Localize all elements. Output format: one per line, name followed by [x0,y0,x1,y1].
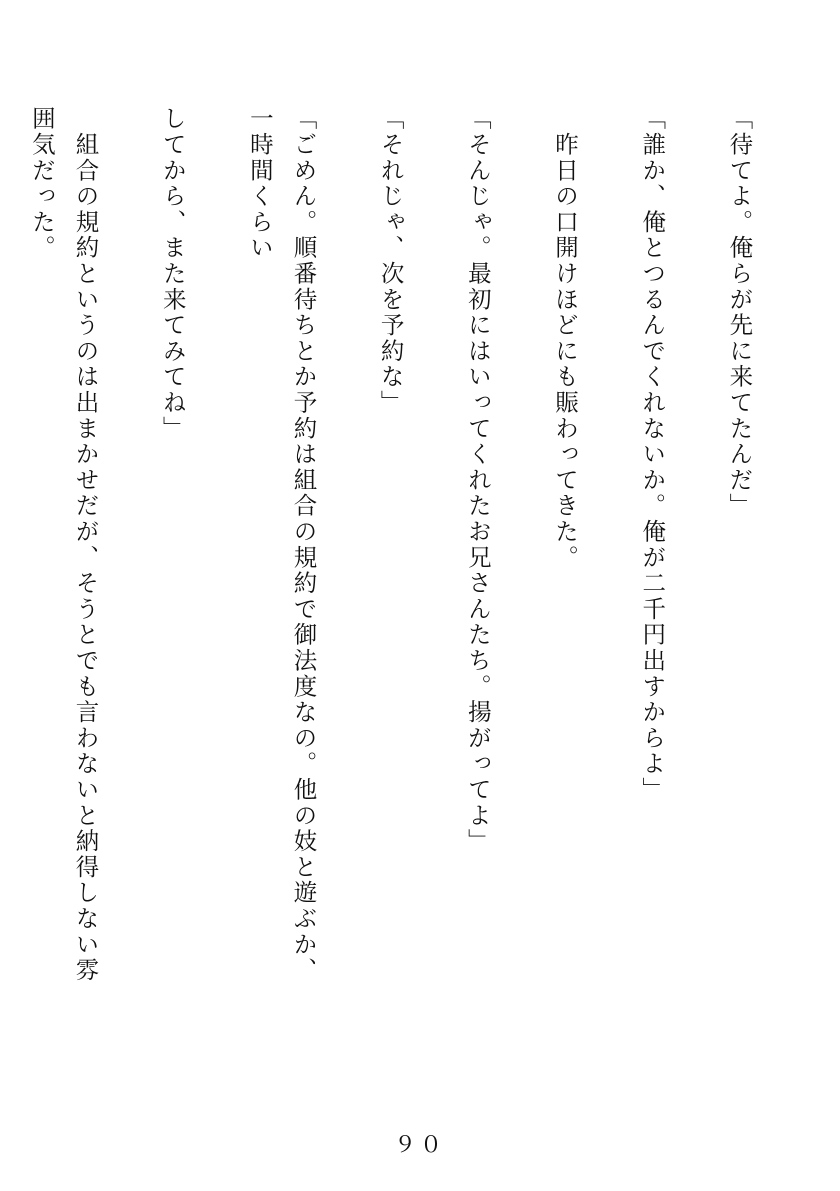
vertical-text-block [24,106,804,1006]
text-line: 「待てよ。俺らが先に来てたんだ」 [725,106,754,519]
text-line: してから、また来てみてね」 [158,106,187,442]
text-line: 「そんじゃ。最初にはいってくれたお兄さんたち。揚がってよ」 [463,106,492,855]
text-line: 昨日の口開けほどにも賑わってきた。 [551,106,580,571]
text-line: 「誰か、俺とつるんでくれないか。俺が二千円出すからよ」 [638,106,667,803]
text-line: 「それじゃ、次を予約な」 [376,106,405,416]
text-line: 組合の規約というのは出まかせだが、そうとでも言わないと納得しない雰囲気だった。 [27,106,100,984]
text-line: 「ごめん。順番待ちとか予約は組合の規約で御法度なの。他の妓と遊ぶか、一時間くらい [245,106,318,984]
page-number: ９０ [393,1133,446,1158]
